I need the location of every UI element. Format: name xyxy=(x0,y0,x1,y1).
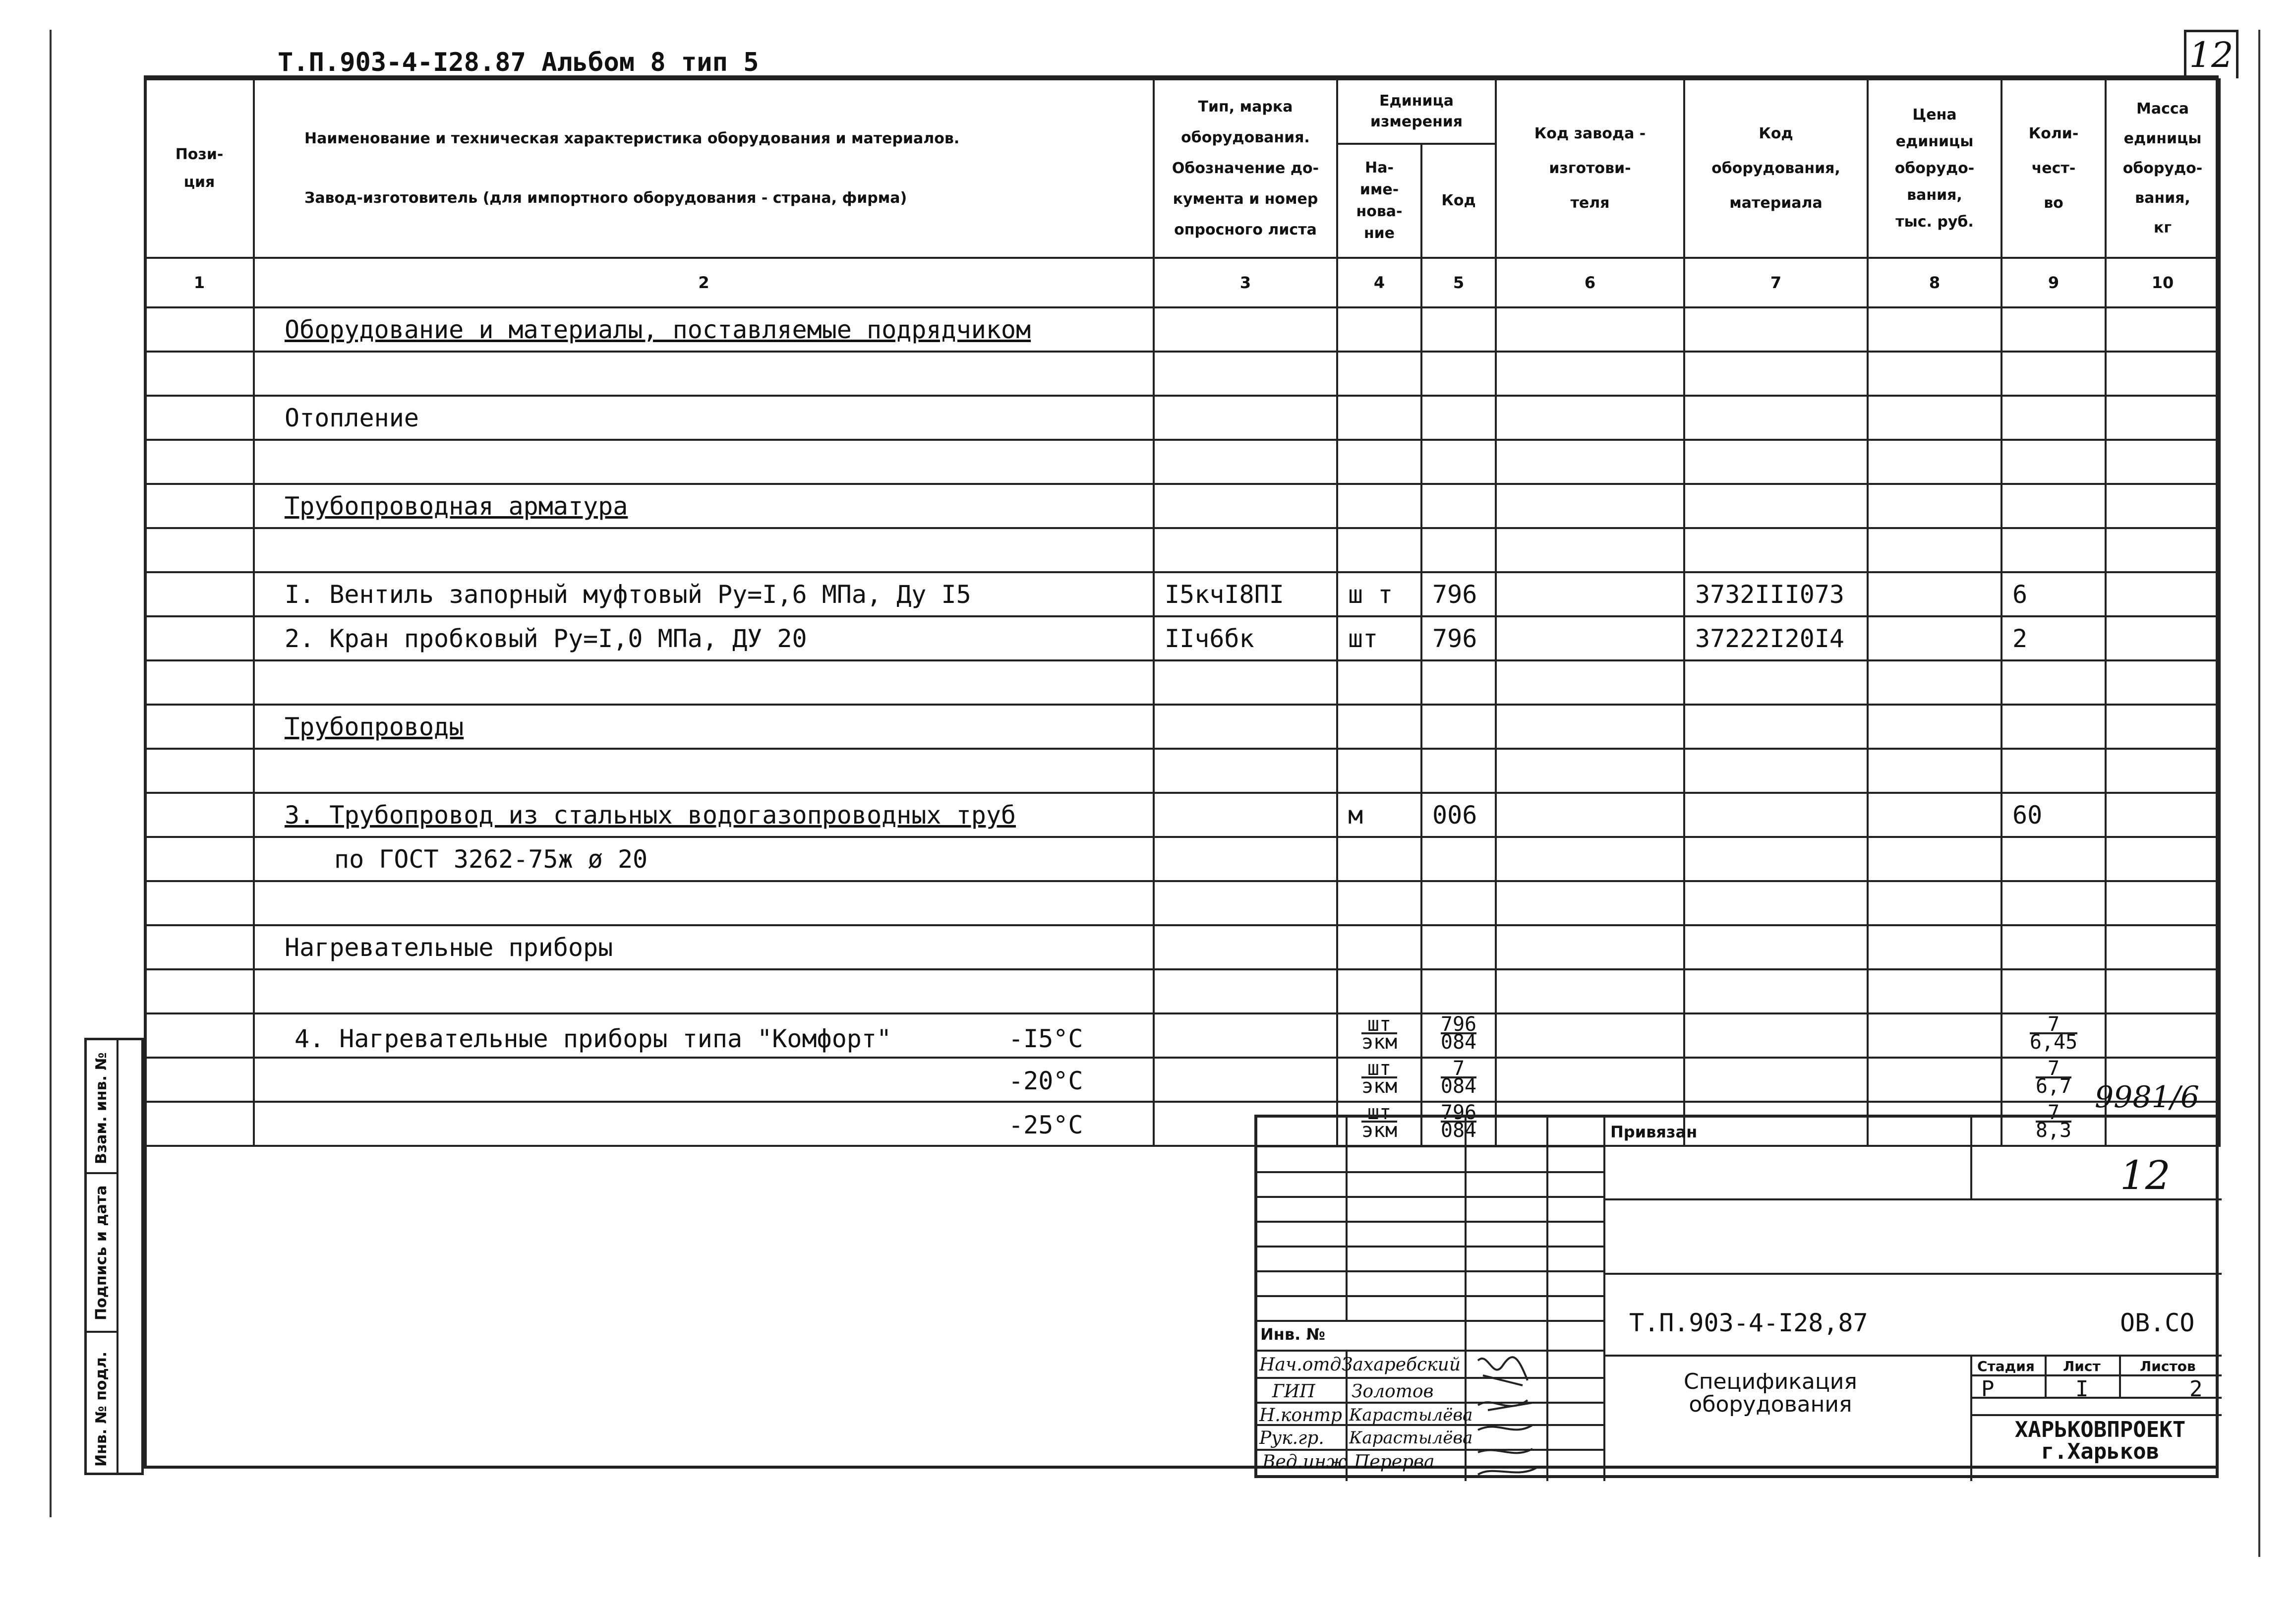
table-row xyxy=(145,793,2220,837)
person-name: Карастылёва xyxy=(1349,1428,1473,1448)
unit-code-cell xyxy=(1421,528,1496,572)
plant-code-cell xyxy=(1496,528,1684,572)
quantity-cell xyxy=(2002,660,2106,705)
unit-bottom: экм xyxy=(1361,1031,1398,1054)
table-row xyxy=(145,705,2220,749)
plant-code-cell xyxy=(1496,837,1684,881)
unit-cell xyxy=(1337,749,1421,793)
signatures xyxy=(1468,1351,1547,1480)
plant-code-cell xyxy=(1496,969,1684,1013)
qty-top: 7 xyxy=(2030,1016,2077,1034)
quantity-cell xyxy=(2002,396,2106,440)
role: ГИП xyxy=(1272,1381,1315,1402)
heater-temp: -I5°С xyxy=(1008,1024,1083,1053)
material-code-cell xyxy=(1684,528,1868,572)
position-cell xyxy=(145,837,254,881)
name-cell: I. Вентиль запорный муфтовый Ру=I,6 МПа, Ду I5 xyxy=(254,572,1154,616)
unit-code-cell xyxy=(1421,352,1496,396)
unit-cell xyxy=(1337,440,1421,484)
mass-cell xyxy=(2106,528,2220,572)
type-cell xyxy=(1154,660,1337,705)
position-cell xyxy=(145,484,254,528)
type-cell xyxy=(1154,749,1337,793)
unit-top: шт xyxy=(1361,1016,1397,1034)
price-cell xyxy=(1868,528,2002,572)
position-cell xyxy=(145,793,254,837)
plant-code-cell xyxy=(1496,572,1684,616)
table-row xyxy=(145,837,2220,881)
unit-code-cell xyxy=(1421,484,1496,528)
header-name-line1: Наименование и техническая характеристика оборудования и материалов. xyxy=(304,130,960,147)
plant-code-cell xyxy=(1496,440,1684,484)
material-code-cell xyxy=(1684,705,1868,749)
table-row xyxy=(145,616,2220,660)
specification-table xyxy=(144,78,2221,1147)
sheet-edge-right xyxy=(2258,30,2260,1557)
type-cell xyxy=(1154,352,1337,396)
price-cell xyxy=(1868,396,2002,440)
header-unit-group: Единица измерения xyxy=(1337,79,1496,144)
material-code-cell xyxy=(1684,793,1868,837)
name-cell: Оборудование и материалы, поставляемые подрядчиком xyxy=(254,307,1154,352)
plant-code-cell xyxy=(1496,396,1684,440)
header-name-line2: Завод-изготовитель (для импортного оборудования - страна, фирма) xyxy=(304,189,907,207)
code-top: 7 xyxy=(1441,1061,1476,1078)
column-number: 4 xyxy=(1337,258,1421,307)
column-number: 9 xyxy=(2002,258,2106,307)
column-number: 7 xyxy=(1684,258,1868,307)
mass-cell xyxy=(2106,881,2220,925)
name-cell xyxy=(254,528,1154,572)
mass-cell xyxy=(2106,793,2220,837)
qty-bottom: 6,45 xyxy=(2029,1031,2078,1054)
column-number: 1 xyxy=(145,258,254,307)
material-code-cell: 3732III073 xyxy=(1684,572,1868,616)
price-cell xyxy=(1868,705,2002,749)
unit-cell: шт xyxy=(1337,616,1421,660)
left-strip-label: Инв. № подл. xyxy=(93,1351,110,1467)
unit-code-cell xyxy=(1421,925,1496,969)
mass-cell xyxy=(2106,705,2220,749)
unit-cell: м xyxy=(1337,793,1421,837)
column-number: 8 xyxy=(1868,258,2002,307)
price-cell xyxy=(1868,925,2002,969)
position-cell xyxy=(145,881,254,925)
plant-code-cell xyxy=(1496,660,1684,705)
role: Рук.гр. xyxy=(1259,1428,1324,1448)
quantity-cell xyxy=(2002,307,2106,352)
position-cell xyxy=(145,440,254,484)
document-code-top: Т.П.903-4-I28.87 Альбом 8 тип 5 xyxy=(278,48,759,77)
handwritten-sheet-12: 12 xyxy=(2120,1152,2171,1198)
price-cell xyxy=(1868,307,2002,352)
price-cell xyxy=(1868,484,2002,528)
header-name xyxy=(254,79,1154,258)
stage-value: Р xyxy=(1981,1376,1995,1402)
person-name: Захаребский xyxy=(1342,1355,1461,1375)
material-code-cell xyxy=(1684,749,1868,793)
quantity-cell xyxy=(2002,881,2106,925)
material-code-cell xyxy=(1684,484,1868,528)
column-number: 3 xyxy=(1154,258,1337,307)
left-strip-label: Взам. инв. № xyxy=(93,1052,110,1164)
price-cell xyxy=(1868,969,2002,1013)
price-cell xyxy=(1868,749,2002,793)
position-cell xyxy=(145,307,254,352)
quantity-cell xyxy=(2002,705,2106,749)
type-cell xyxy=(1154,440,1337,484)
quantity-cell: 2 xyxy=(2002,616,2106,660)
unit-cell xyxy=(1337,396,1421,440)
position-cell xyxy=(145,396,254,440)
quantity-cell xyxy=(2002,352,2106,396)
qty-bottom: 6,7 xyxy=(2035,1075,2072,1098)
table-row xyxy=(145,660,2220,705)
table-row xyxy=(145,396,2220,440)
header-unit-name: На- име- нова- ние xyxy=(1337,144,1421,258)
column-number: 10 xyxy=(2106,258,2220,307)
unit-code-cell: 796 xyxy=(1421,616,1496,660)
name-cell xyxy=(254,440,1154,484)
material-code-cell xyxy=(1684,925,1868,969)
unit-bottom: экм xyxy=(1361,1119,1398,1142)
plant-code-cell xyxy=(1496,616,1684,660)
unit-cell xyxy=(1337,837,1421,881)
table-row xyxy=(145,352,2220,396)
table-row xyxy=(145,440,2220,484)
unit-code-cell xyxy=(1421,396,1496,440)
quantity-cell: 60 xyxy=(2002,793,2106,837)
material-code-cell xyxy=(1684,307,1868,352)
sheet-label: Лист xyxy=(2063,1358,2101,1374)
name-cell: 2. Кран пробковый Ру=I,0 МПа, ДУ 20 xyxy=(254,616,1154,660)
mass-cell xyxy=(2106,352,2220,396)
price-cell xyxy=(1868,352,2002,396)
header-position: Пози- ция xyxy=(145,79,254,258)
material-code-cell xyxy=(1684,660,1868,705)
position-cell xyxy=(145,660,254,705)
quantity-cell xyxy=(2002,440,2106,484)
price-cell xyxy=(1868,616,2002,660)
position-cell xyxy=(145,925,254,969)
plant-code-cell xyxy=(1496,307,1684,352)
mass-cell xyxy=(2106,484,2220,528)
header-price: Цена единицы оборудо- вания, тыс. руб. xyxy=(1868,79,2002,258)
unit-cell xyxy=(1337,925,1421,969)
table-row xyxy=(145,307,2220,352)
title-block xyxy=(1254,1115,2219,1478)
archive-number: 9981/6 xyxy=(2095,1080,2200,1115)
plant-code-cell xyxy=(1496,881,1684,925)
table-row xyxy=(145,969,2220,1013)
column-number: 5 xyxy=(1421,258,1496,307)
type-cell xyxy=(1154,881,1337,925)
unit-cell xyxy=(1337,660,1421,705)
unit-bottom: экм xyxy=(1361,1075,1398,1098)
type-cell xyxy=(1154,705,1337,749)
qty-top: 7 xyxy=(2036,1061,2071,1078)
type-cell xyxy=(1154,793,1337,837)
heater-row xyxy=(145,1013,2220,1058)
name-cell: Трубопроводная арматура xyxy=(254,484,1154,528)
document-mark: ОВ.СО xyxy=(2120,1308,2195,1337)
plant-code-cell xyxy=(1496,749,1684,793)
column-number: 6 xyxy=(1496,258,1684,307)
unit-code-cell xyxy=(1421,969,1496,1013)
name-cell: Нагревательные приборы xyxy=(254,925,1154,969)
mass-cell xyxy=(2106,837,2220,881)
unit-code-cell: 006 xyxy=(1421,793,1496,837)
unit-cell xyxy=(1337,881,1421,925)
person-name: Карастылёва xyxy=(1349,1405,1473,1425)
unit-code-cell: 796 xyxy=(1421,572,1496,616)
type-cell: I5кчI8ПI xyxy=(1154,572,1337,616)
type-cell xyxy=(1154,307,1337,352)
type-cell xyxy=(1154,484,1337,528)
column-number: 2 xyxy=(254,258,1154,307)
type-cell xyxy=(1154,837,1337,881)
person-name: Золотов xyxy=(1352,1381,1434,1402)
type-cell xyxy=(1154,396,1337,440)
unit-cell xyxy=(1337,484,1421,528)
header-mass: Масса единицы оборудо- вания, кг xyxy=(2106,79,2220,258)
unit-code-cell xyxy=(1421,705,1496,749)
organization: ХАРЬКОВПРОЕКТ г.Харьков xyxy=(2014,1417,2186,1464)
price-cell xyxy=(1868,793,2002,837)
material-code-cell xyxy=(1684,881,1868,925)
sheets-value: 2 xyxy=(2189,1376,2203,1402)
unit-cell xyxy=(1337,528,1421,572)
table-row xyxy=(145,749,2220,793)
table-row xyxy=(145,925,2220,969)
plant-code-cell xyxy=(1496,705,1684,749)
role: Н.контр xyxy=(1259,1405,1342,1426)
code-bottom: 084 xyxy=(1440,1075,1477,1098)
material-code-cell xyxy=(1684,352,1868,396)
inventory-no-label: Инв. № xyxy=(1260,1325,1325,1344)
mass-cell xyxy=(2106,572,2220,616)
plant-code-cell xyxy=(1496,793,1684,837)
material-code-cell xyxy=(1684,969,1868,1013)
material-code-cell xyxy=(1684,837,1868,881)
sheet-edge-left xyxy=(50,30,52,1517)
table-row xyxy=(145,528,2220,572)
type-cell xyxy=(1154,969,1337,1013)
unit-cell xyxy=(1337,705,1421,749)
price-cell xyxy=(1868,572,2002,616)
header-material-code: Код оборудования, материала xyxy=(1684,79,1868,258)
quantity-cell xyxy=(2002,969,2106,1013)
unit-cell xyxy=(1337,307,1421,352)
table-row xyxy=(145,572,2220,616)
unit-code-cell xyxy=(1421,307,1496,352)
header-type: Тип, марка оборудования. Обозначение до- кумента и номер опросного листа xyxy=(1154,79,1337,258)
person-name: Перерва xyxy=(1354,1452,1435,1472)
left-strip xyxy=(84,1038,144,1475)
position-cell xyxy=(145,705,254,749)
name-cell xyxy=(254,969,1154,1013)
position-cell xyxy=(145,969,254,1013)
plant-code-cell xyxy=(1496,352,1684,396)
price-cell xyxy=(1868,440,2002,484)
position-cell xyxy=(145,572,254,616)
header-quantity: Коли- чест- во xyxy=(2002,79,2106,258)
unit-cell xyxy=(1337,969,1421,1013)
name-cell xyxy=(254,352,1154,396)
code-top: 796 xyxy=(1440,1013,1477,1036)
mass-cell xyxy=(2106,749,2220,793)
unit-top: шт xyxy=(1361,1105,1397,1123)
price-cell xyxy=(1868,837,2002,881)
unit-top: шт xyxy=(1361,1061,1397,1078)
mass-cell xyxy=(2106,396,2220,440)
name-cell: по ГОСТ 3262-75ж ø 20 xyxy=(254,837,1154,881)
quantity-cell xyxy=(2002,925,2106,969)
header-unit-code: Код xyxy=(1421,144,1496,258)
mass-cell xyxy=(2106,925,2220,969)
name-cell xyxy=(254,881,1154,925)
mass-cell xyxy=(2106,307,2220,352)
name-cell xyxy=(254,749,1154,793)
mass-cell xyxy=(2106,969,2220,1013)
unit-cell xyxy=(1337,352,1421,396)
position-cell xyxy=(145,352,254,396)
type-cell: IIч6бк xyxy=(1154,616,1337,660)
unit-code-cell xyxy=(1421,881,1496,925)
plant-code-cell xyxy=(1496,484,1684,528)
sheet-value: I xyxy=(2075,1376,2089,1402)
type-cell xyxy=(1154,528,1337,572)
document-title: Спецификация оборудования xyxy=(1684,1369,1857,1417)
material-code-cell: 37222I20I4 xyxy=(1684,616,1868,660)
role: Вед.инж xyxy=(1262,1452,1347,1472)
code-bottom: 084 xyxy=(1440,1119,1477,1142)
table-row xyxy=(145,484,2220,528)
name-cell: Трубопроводы xyxy=(254,705,1154,749)
unit-cell: ш т xyxy=(1337,572,1421,616)
left-strip-label: Подпись и дата xyxy=(93,1185,110,1320)
quantity-cell xyxy=(2002,528,2106,572)
heater-name: 4. Нагревательные приборы типа "Комфорт" xyxy=(294,1024,892,1053)
privyazan-label: Привязан xyxy=(1610,1123,1698,1141)
header-plant-code: Код завода - изготови- теля xyxy=(1496,79,1684,258)
column-numbers-row xyxy=(145,258,2220,307)
position-cell xyxy=(145,528,254,572)
quantity-cell xyxy=(2002,484,2106,528)
mass-cell xyxy=(2106,440,2220,484)
plant-code-cell xyxy=(1496,925,1684,969)
quantity-cell xyxy=(2002,749,2106,793)
mass-cell xyxy=(2106,616,2220,660)
table-row xyxy=(145,881,2220,925)
position-cell xyxy=(145,616,254,660)
price-cell xyxy=(1868,660,2002,705)
unit-code-cell xyxy=(1421,837,1496,881)
sheets-label: Листов xyxy=(2140,1358,2196,1374)
quantity-cell: 6 xyxy=(2002,572,2106,616)
name-cell xyxy=(254,660,1154,705)
qty-top: 7 xyxy=(2036,1105,2071,1123)
project-code: Т.П.903-4-I28,87 xyxy=(1629,1308,1868,1337)
quantity-cell xyxy=(2002,837,2106,881)
price-cell xyxy=(1868,881,2002,925)
stage-label: Стадия xyxy=(1977,1358,2035,1374)
unit-code-cell xyxy=(1421,749,1496,793)
position-cell xyxy=(145,749,254,793)
heater-temp: -20°С xyxy=(1008,1067,1083,1095)
sheet-number: 12 xyxy=(2184,30,2238,78)
heater-row xyxy=(145,1058,2220,1102)
code-bottom: 084 xyxy=(1440,1031,1477,1054)
material-code-cell xyxy=(1684,396,1868,440)
unit-code-cell xyxy=(1421,440,1496,484)
mass-cell xyxy=(2106,660,2220,705)
code-top: 796 xyxy=(1440,1101,1477,1124)
qty-bottom: 8,3 xyxy=(2035,1119,2072,1142)
type-cell xyxy=(1154,925,1337,969)
material-code-cell xyxy=(1684,440,1868,484)
name-cell: 3. Трубопровод из стальных водогазопроводных труб xyxy=(254,793,1154,837)
heater-temp: -25°С xyxy=(1008,1111,1083,1139)
unit-code-cell xyxy=(1421,660,1496,705)
role: Нач.отд xyxy=(1259,1355,1342,1375)
name-cell: Отопление xyxy=(254,396,1154,440)
